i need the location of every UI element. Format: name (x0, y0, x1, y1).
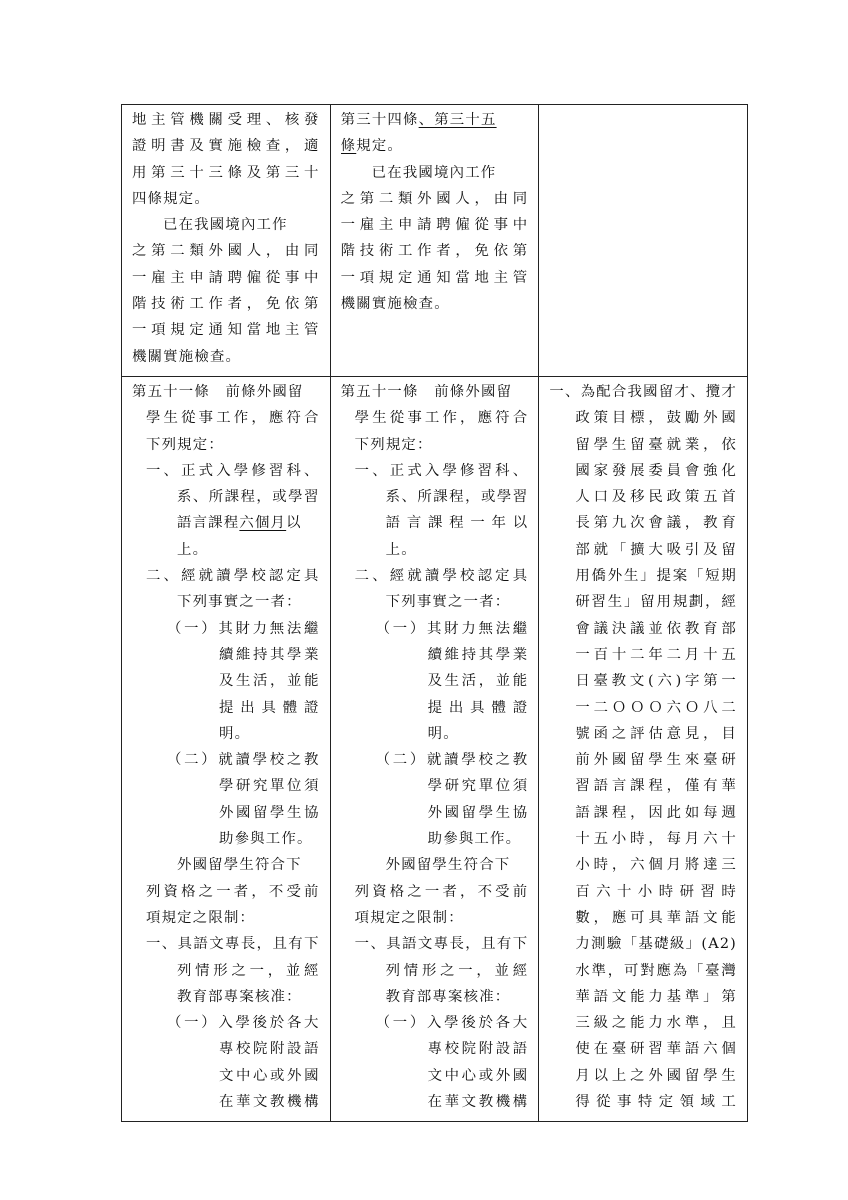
text-line: 使在臺研習華語六個 (575, 1041, 737, 1058)
text-line: （一）入學後於各大 (375, 1015, 529, 1032)
text-line: 一、具語文專長，且有下 (146, 936, 320, 953)
text-line: 列情形之一，並經 (385, 962, 529, 979)
text-line: 學研究單位須 (219, 778, 320, 795)
explanation-cell (539, 105, 748, 377)
text-line: 一項規定通知當地主管 (340, 269, 529, 286)
text-line: 研習生」留用規劃，經 (575, 594, 737, 611)
text-line: 會議決議並依教育部 (575, 620, 737, 637)
amended-text-cell (122, 376, 331, 1121)
text-line: 明。 (219, 725, 251, 742)
text-line: （一）入學後於各大 (167, 1015, 320, 1032)
explanation-cell (539, 376, 748, 1121)
text-line: 明。 (427, 725, 459, 742)
text-line: 上。 (177, 541, 209, 558)
text-line: 項規定之限制： (146, 909, 256, 926)
text-line: 小時，六個月將達三 (575, 857, 737, 874)
text-line: 助參與工作。 (427, 831, 522, 848)
text-line: 之第二類外國人，由同 (132, 243, 320, 260)
text-line: 十五小時，每月六十 (575, 831, 737, 848)
text-line: 上。 (385, 541, 417, 558)
text-line: 學生從事工作，應符合 (146, 410, 320, 427)
text-run: 以 (286, 515, 302, 532)
text-line: 二、經就讀學校認定具 (354, 568, 529, 585)
text-line: 列資格之一者，不受前 (146, 883, 320, 900)
text-line: 得從事特定領域工 (575, 1093, 737, 1110)
underlined-text: 條 (340, 138, 357, 155)
text-line: 習語言課程，僅有華 (575, 778, 737, 795)
text-line: 月以上之外國留學生 (575, 1067, 737, 1084)
text-line: 在華文教機構 (427, 1093, 529, 1110)
text-line: 之第二類外國人，由同 (340, 190, 529, 207)
text-line: 下列事實之一者： (385, 594, 511, 611)
text-line (132, 510, 320, 536)
text-line: 下列事實之一者： (177, 594, 302, 611)
cell-text (549, 379, 737, 1115)
text-line: 證明書及實施檢查，適 (132, 138, 320, 155)
text-line: 提出具體證 (219, 699, 320, 716)
text-line: 一百十二年二月十五 (575, 646, 737, 663)
text-line: 學研究單位須 (427, 778, 529, 795)
text-line: 百六十小時研習時 (575, 883, 737, 900)
text-line: 一、具語文專長，且有下 (354, 936, 529, 953)
text-line: 階技術工作者，免依第 (340, 243, 529, 260)
text-line: 文中心或外國 (427, 1067, 529, 1084)
text-line: 專校院附設語 (219, 1041, 320, 1058)
text-line: 二、經就讀學校認定具 (146, 568, 320, 585)
text-line: 力測驗「基礎級」(A2) (575, 936, 737, 953)
text-line: 長第九次會議，教育 (575, 515, 737, 532)
text-line: （一）其財力無法繼 (167, 620, 320, 637)
text-line: （二）就讀學校之教 (375, 752, 529, 769)
text-line: 人口及移民政策五首 (575, 489, 737, 506)
text-line: （二）就讀學校之教 (167, 752, 320, 769)
text-line: 數，應可具華語文能 (575, 909, 737, 926)
text-line: 已在我國境內工作 (371, 164, 497, 181)
text-line: 學生從事工作，應符合 (354, 410, 529, 427)
text-line: 機關實施檢查。 (132, 348, 242, 365)
text-line: 一雇主申請聘僱從事中 (340, 217, 529, 234)
table-row (122, 376, 748, 1121)
text-line: 日臺教文(六)字第一 (575, 673, 737, 690)
text-line: 專校院附設語 (427, 1041, 529, 1058)
text-line: 外國留學生協 (427, 804, 529, 821)
text-line: 下列規定： (146, 436, 224, 453)
text-line: 列資格之一者，不受前 (354, 883, 529, 900)
text-line: 提出具體證 (427, 699, 529, 716)
text-line: 下列規定： (354, 436, 433, 453)
text-line: 水準，可對應為「臺灣 (575, 962, 737, 979)
text-line: 一二ＯＯＯ六Ｏ八二 (575, 699, 737, 716)
text-line: 語課程，因此如每週 (575, 804, 737, 821)
text-line: 前外國留學生來臺研 (575, 752, 737, 769)
text-line: 項規定之限制： (354, 909, 464, 926)
article-title: 第五十一條 前條外國留 (340, 383, 513, 400)
comparison-table (121, 104, 748, 1122)
cell-text (132, 107, 320, 370)
current-text-cell (330, 376, 539, 1121)
text-line: 及生活，並能 (427, 673, 529, 690)
text-line (341, 107, 529, 133)
text-line: 已在我國境內工作 (163, 217, 288, 234)
text-line: 一雇主申請聘僱從事中 (132, 269, 320, 286)
amended-text-cell (122, 105, 331, 377)
text-line: 列情形之一，並經 (177, 962, 320, 979)
article-title: 第五十一條 前條外國留 (132, 383, 304, 400)
text-line: 續維持其學業 (427, 646, 529, 663)
text-line: 號函之評估意見，目 (575, 725, 737, 742)
text-line: 助參與工作。 (219, 831, 313, 848)
cell-text (341, 379, 529, 1115)
text-line: 及生活，並能 (219, 673, 320, 690)
text-line: 地主管機關受理、核發 (132, 112, 320, 128)
text-line: 政策目標，鼓勵外國 (575, 410, 737, 427)
text-line: 外國留學生符合下 (177, 857, 302, 874)
text-line: 外國留學生符合下 (385, 857, 511, 874)
text-line: 華語文能力基準」第 (575, 988, 737, 1005)
text-run: 規定。 (356, 138, 404, 155)
text-line: 機關實施檢查。 (340, 296, 450, 313)
text-line: 教育部專案核准： (177, 988, 302, 1005)
text-line: 一、正式入學修習科、 (354, 462, 529, 479)
text-line: 語言課程一年以 (385, 515, 529, 532)
text-run: 第三十四條 (340, 112, 419, 128)
current-text-cell (330, 105, 539, 377)
text-line: 系、所課程，或學習 (385, 489, 529, 506)
text-line: 一項規定通知當地主管 (132, 322, 320, 339)
text-line: 用僑外生」提案「短期 (575, 568, 737, 585)
text-line: 三級之能力水準，且 (575, 1015, 737, 1032)
cell-text (132, 379, 320, 1115)
text-line: 階技術工作者，免依第 (132, 296, 320, 313)
text-line: 外國留學生協 (219, 804, 320, 821)
text-line: 用第三十三條及第三十 (132, 164, 320, 181)
underlined-text: 、第三十五 (418, 112, 497, 128)
text-line: 四條規定。 (132, 190, 210, 207)
table-row (122, 105, 748, 377)
text-line: 教育部專案核准： (385, 988, 511, 1005)
text-line: 一、正式入學修習科、 (146, 462, 320, 479)
text-line: 一、為配合我國留才、攬才 (549, 383, 737, 400)
text-line: 國家發展委員會強化 (575, 462, 737, 479)
text-line: （一）其財力無法繼 (375, 620, 529, 637)
text-line: 留學生留臺就業，依 (575, 436, 737, 453)
text-line: 系、所課程，或學習 (177, 489, 320, 506)
text-line: 文中心或外國 (219, 1067, 320, 1084)
text-line: 部就「擴大吸引及留 (575, 541, 737, 558)
text-line (341, 133, 529, 159)
text-line: 在華文教機構 (219, 1093, 320, 1110)
underlined-text: 六個月 (239, 515, 287, 532)
text-run: 語言課程 (177, 515, 240, 532)
cell-text (341, 107, 529, 317)
text-line: 續維持其學業 (219, 646, 320, 663)
